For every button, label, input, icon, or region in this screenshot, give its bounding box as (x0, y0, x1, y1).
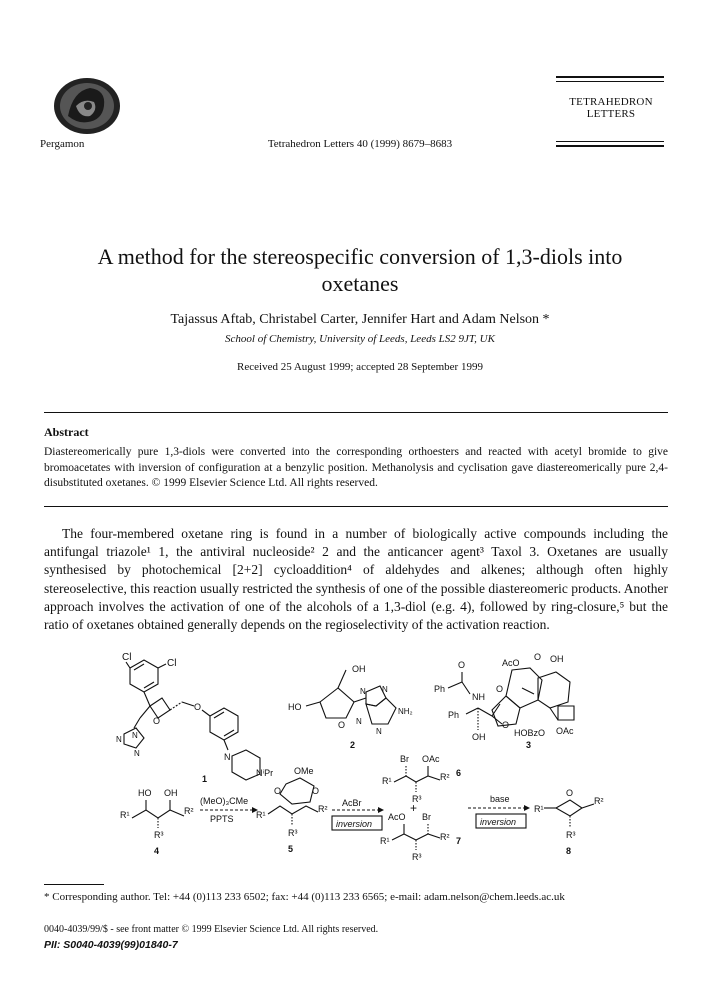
compound-7-structure (380, 801, 461, 862)
reagent-step1-top: (MeO)₃CMe (200, 796, 249, 806)
pii-line: PII: S0040-4039(99)01840-7 (44, 939, 178, 951)
header-rule-top-2 (556, 81, 664, 82)
compound-3-structure (434, 652, 574, 750)
atom-n-2a: N (360, 687, 366, 696)
atom-r1-8: R¹ (534, 804, 544, 814)
body-paragraph: The four-membered oxetane ring is found in a number of biologically active compounds including the antifungal triazole¹ 1, the antiviral nucleoside² 2 and the anticancer agent³ Taxol 3. Oxetanes are usually synthesised by photochemical [2+2] cycloaddition⁴ of aldehydes and alkenes; although often highly stereoselective, this reaction usually restricted the synthesis of one of the possible diastereomeric products. Another approach involves the activation of one of the alcohols of a 1,3-diol (e.g. 4), followed by ring-closure,⁵ but the ratio of oxetanes obtained generally depends on the regioselectivity of the activation reaction. (44, 526, 668, 633)
atom-o-2: O (338, 720, 346, 730)
atom-plus: + (410, 801, 418, 815)
compound-label-6: 6 (456, 768, 462, 778)
compound-label-5: 5 (288, 844, 294, 854)
atom-n-triazole-3: N (134, 749, 140, 758)
footnote-rule (44, 884, 104, 885)
affiliation: School of Chemistry, University of Leeds, Leeds LS2 9JT, UK (225, 333, 495, 345)
compound-label-1: 1 (202, 774, 208, 784)
atom-o-oxetane-1: O (153, 716, 161, 726)
atom-r2-7: R² (440, 832, 450, 842)
atom-r3-7: R³ (412, 852, 422, 862)
abstract-rule-bottom (44, 506, 668, 507)
atom-n-2c: N (356, 717, 362, 726)
atom-n-triazole-1: N (132, 731, 138, 740)
atom-n-piperazine: N (224, 752, 231, 762)
atom-nh-3: NH (472, 692, 485, 702)
brand-line-2: LETTERS (586, 108, 636, 120)
atom-nipr: NⁱPr (256, 768, 274, 778)
atom-o-3a: O (458, 660, 466, 670)
atom-o-3b: O (496, 684, 504, 694)
atom-hobzo: HOBzO (514, 728, 546, 738)
atom-ho-2: HO (288, 702, 302, 712)
atom-oh-2: OH (352, 664, 366, 674)
compound-2-structure (288, 664, 413, 750)
issn-line: 0040-4039/99/$ - see front matter © 1999 Elsevier Science Ltd. All rights reserved. (44, 924, 379, 935)
compound-label-2: 2 (350, 740, 356, 750)
header-rule-bottom (556, 141, 664, 142)
atom-n-2b: N (382, 685, 388, 694)
reagent-step1-bottom: PPTS (210, 814, 234, 824)
reagent-step2-box: inversion (336, 819, 373, 829)
atom-r3-5: R³ (288, 828, 298, 838)
reagent-step2-top: AcBr (342, 798, 362, 808)
atom-o-3d: O (534, 652, 542, 662)
atom-n-triazole-2: N (116, 735, 122, 744)
atom-o-5b: O (312, 786, 320, 796)
atom-oh-4: OH (164, 788, 178, 798)
atom-br-7: Br (422, 812, 431, 822)
atom-oac-3: OAc (556, 726, 574, 736)
atom-oac-6: OAc (422, 754, 440, 764)
atom-ph-3a: Ph (434, 684, 446, 694)
header-rule-top (556, 76, 664, 78)
compound-label-4: 4 (154, 846, 160, 856)
compound-label-8: 8 (566, 846, 572, 856)
step-1-arrow (200, 796, 258, 824)
atom-r1-7: R¹ (380, 836, 390, 846)
header-rule-bottom-2 (556, 145, 664, 147)
atom-oh-3b: OH (472, 732, 486, 742)
step-3-arrow (468, 794, 530, 828)
compound-4-structure (120, 788, 194, 856)
abstract-text: Diastereomerically pure 1,3-diols were converted into the corresponding orthoesters and reacted with acetyl bromide to give bromoacetates with inversion of configuration at a benzylic position. Methanolysis and cyclisation gave diastereomerically pure 2,4-disubstituted oxetanes. © 1999 Elsevier Science Ltd. All rights reserved. (44, 446, 668, 489)
atom-o-ether: O (194, 702, 202, 712)
atom-ho-4: HO (138, 788, 152, 798)
received-dates: Received 25 August 1999; accepted 28 September 1999 (237, 361, 483, 373)
atom-n-2d: N (376, 727, 382, 736)
atom-cl-b: Cl (167, 658, 177, 669)
atom-aco-3: AcO (502, 658, 520, 668)
journal-brand (558, 96, 664, 120)
reagent-step3-top: base (490, 794, 510, 804)
atom-r2-8: R² (594, 796, 604, 806)
compound-5-structure (256, 766, 328, 854)
author-list: Tajassus Aftab, Christabel Carter, Jennifer Hart and Adam Nelson * (170, 312, 550, 327)
atom-ome-5: OMe (294, 766, 314, 776)
atom-o-8: O (566, 788, 574, 798)
atom-o-5a: O (274, 786, 282, 796)
abstract-heading: Abstract (44, 425, 89, 439)
atom-r2-4: R² (184, 806, 194, 816)
atom-ph-3b: Ph (448, 710, 460, 720)
brand-line-1: TETRAHEDRON (569, 96, 653, 108)
atom-cl-a: Cl (122, 652, 132, 663)
abstract-rule-top (44, 412, 668, 413)
journal-reference: Tetrahedron Letters 40 (1999) 8679–8683 (267, 138, 453, 150)
compound-8-structure (534, 788, 604, 856)
atom-r2-6: R² (440, 772, 450, 782)
atom-r1-6: R¹ (382, 776, 392, 786)
atom-nh2: NH₂ (398, 707, 413, 716)
compound-label-7: 7 (456, 836, 462, 846)
atom-r1-5: R¹ (256, 810, 266, 820)
atom-r3-8: R³ (566, 830, 576, 840)
atom-r3-6: R³ (412, 794, 422, 804)
compound-1-structure (116, 652, 273, 784)
compound-6-structure (382, 754, 461, 804)
atom-r2-5: R² (318, 804, 328, 814)
atom-aco-7: AcO (388, 812, 406, 822)
compound-label-3: 3 (526, 740, 532, 750)
atom-r3-4: R³ (154, 830, 164, 840)
reagent-step3-box: inversion (480, 817, 517, 827)
publisher-name: Pergamon (40, 138, 85, 150)
atom-oh-3: OH (550, 654, 564, 664)
reaction-scheme (110, 648, 670, 870)
atom-o-3c: O (502, 720, 510, 730)
atom-r1-4: R¹ (120, 810, 130, 820)
atom-br-6: Br (400, 754, 409, 764)
step-2-arrow (332, 798, 384, 830)
publisher-logo (48, 76, 126, 136)
corresponding-author-footnote: * Corresponding author. Tel: +44 (0)113 233 6502; fax: +44 (0)113 233 6565; e-mail: adam.nelson@chem.leeds.ac.uk (44, 891, 565, 903)
article-title: A method for the stereospecific conversion of 1,3-diols into oxetanes (97, 244, 623, 296)
